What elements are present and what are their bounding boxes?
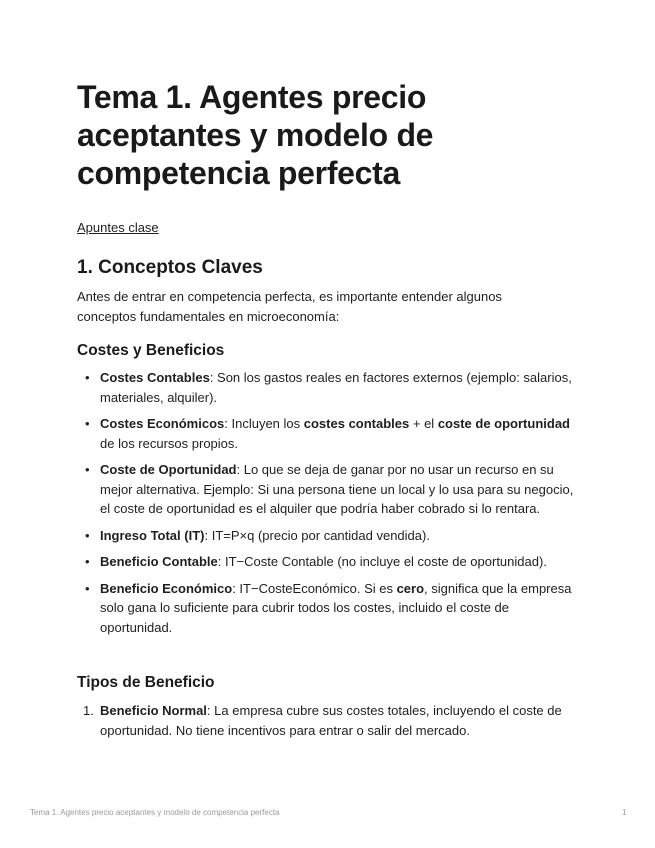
bullet-icon: •	[85, 580, 90, 596]
list-item-coste-oportunidad	[77, 460, 582, 519]
definition: : La empresa cubre sus costes totales, incluyendo el coste de oportunidad. No tiene incentivos para entrar o salir del mercado.	[100, 703, 562, 738]
bold-fragment: cero	[396, 580, 425, 596]
subheading-tipos-beneficio: Tipos de Beneficio	[77, 674, 215, 691]
bullet-icon: •	[85, 527, 90, 543]
bold-fragment: costes contables	[303, 416, 410, 431]
definition: : IT=P×q (precio por cantidad vendida).	[204, 527, 430, 543]
list-item-costes-economicos	[77, 414, 582, 453]
list-item-costes-contables	[77, 368, 582, 407]
footer-title: Tema 1. Agentes precio aceptantes y modelo de competencia perfecta	[30, 808, 280, 817]
list-item-beneficio-contable	[77, 552, 582, 572]
term: Costes Contables	[100, 370, 210, 385]
definition: : IT−CosteEconómico. Si es	[232, 580, 397, 596]
bullet-icon: •	[85, 416, 90, 431]
apuntes-clase-link[interactable]: Apuntes clase	[77, 220, 159, 235]
list-number: 1.	[83, 703, 94, 718]
definition: , significa que la empresa solo gana lo suficiente para cubrir todos los costes, incluido el coste de oportunidad.	[100, 580, 572, 635]
term: Coste de Oportunidad	[100, 462, 237, 477]
definition: : Son los gastos reales en factores externos (ejemplo: salarios, materiales, alquiler).	[100, 370, 572, 405]
bold-fragment: coste de oportunidad	[437, 416, 570, 431]
term: Costes Económicos	[100, 416, 225, 431]
definition: : IT−Coste Contable (no incluye el coste de oportunidad).	[217, 554, 547, 569]
term: Beneficio Económico	[100, 580, 233, 596]
definition: : Incluyen los	[224, 416, 304, 431]
tipos-list	[77, 701, 582, 747]
term: Beneficio Contable	[100, 554, 218, 569]
intro-paragraph: Antes de entrar en competencia perfecta, es importante entender algunos conceptos fundamentales en microeconomía:	[77, 289, 502, 324]
bullet-icon: •	[85, 462, 90, 477]
subheading-costes-beneficios: Costes y Beneficios	[77, 342, 225, 359]
term: Beneficio Normal	[100, 703, 207, 718]
costes-list	[77, 368, 582, 644]
list-item-ingreso-total	[77, 526, 582, 546]
definition: de los recursos propios.	[100, 435, 239, 451]
definition: : Lo que se deja de ganar por no usar un recurso en su mejor alternativa. Ejemplo: Si una persona tiene un local y lo usa para su negocio, el coste de oportunidad es el alquiler que podría haber cobrado si lo rentara.	[100, 462, 574, 516]
section-heading-conceptos-claves: 1. Conceptos Claves	[77, 257, 263, 278]
page-title: Tema 1. Agentes precio aceptantes y modelo de competencia perfecta	[77, 79, 434, 191]
term: Ingreso Total (IT)	[100, 527, 205, 543]
footer-page-number: 1	[622, 808, 627, 817]
list-item-beneficio-economico	[77, 579, 582, 638]
definition: + el	[409, 416, 438, 431]
bullet-icon: •	[85, 370, 90, 385]
bullet-icon: •	[85, 554, 90, 569]
list-item-beneficio-normal	[77, 701, 582, 740]
